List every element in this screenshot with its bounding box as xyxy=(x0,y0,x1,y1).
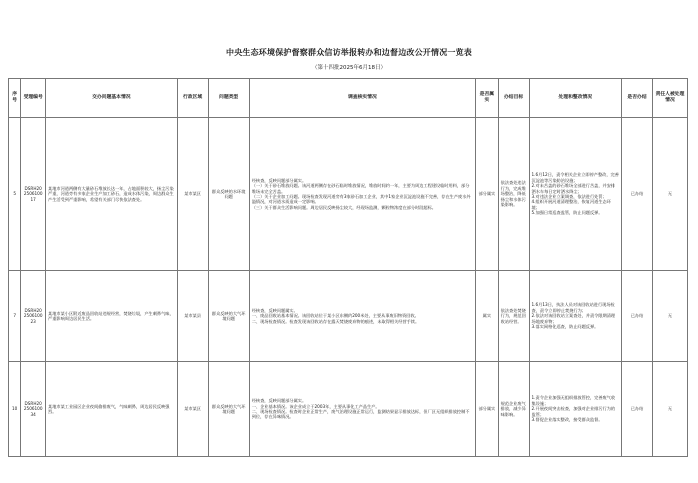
col-header-done: 是否办结 xyxy=(622,79,653,118)
col-header-basic: 交办问题基本情况 xyxy=(46,79,178,118)
cell-no: 7 xyxy=(9,271,21,362)
cell-no: 10 xyxy=(9,362,21,457)
col-header-punish: 责任人被处理情况 xyxy=(652,79,687,118)
table-row xyxy=(9,362,688,457)
cell-id: DSRH20250610034 xyxy=(21,362,46,457)
cell-handle: 1.6月12日，责令相关企业立即停产整改，完善沉淀池等污染防治设施； 2.对未苫盖的砂石堆场全部进行苫盖，并安排洒水车每日定时洒水降尘； 3.对违法企业立案调查，依法进行处罚； 4.组织开展河道清理整治，恢复河道生态环境； 5.加强日常巡查监管，防止问题反弹。 xyxy=(529,118,622,271)
table-row xyxy=(9,271,688,362)
cell-goal: 规范企业废气排放，减少异味影响。 xyxy=(498,362,529,457)
cell-region: 某市某区 xyxy=(177,118,208,271)
col-header-goal: 办结目标 xyxy=(498,79,529,118)
disclosure-table xyxy=(8,78,688,457)
cell-type: 群众反映的大气环境问题 xyxy=(208,362,249,457)
cell-basic: 某地市某工业园区企业夜间偷排废气，气味刺鼻，周边居民反映强烈。 xyxy=(46,362,178,457)
cell-punish: 无 xyxy=(652,118,687,271)
table-header-row xyxy=(9,79,688,118)
cell-handle: 1.责令企业加强无组织排放管控，完善废气收集设施； 2.开展夜间突击检查，加强对企业排污行为的监管； 3.督促企业落实整改，接受群众监督。 xyxy=(529,362,622,457)
cell-basic: 某地市河道两侧有大量砂石堆放长达一年，占地面积较大，扬尘污染严重，河道旁有多家企业生产加工砂石，造成水体污染，周边群众生产生活受到严重影响，希望有关部门尽快依法查处。 xyxy=(46,118,178,271)
table-row xyxy=(9,118,688,271)
cell-id: DSRH20250610017 xyxy=(21,118,46,271)
cell-goal: 依法查处焚烧行为，规范回收站经营。 xyxy=(498,271,529,362)
cell-handle: 1.6月13日，执法人员对该回收站进行现场检查，责令立即停止焚烧行为； 2.依法对该回收站立案查处，并责令限期清理场地废弃物； 3.落实网格化巡查，防止问题反弹。 xyxy=(529,271,622,362)
col-header-handle: 处理和整改情况 xyxy=(529,79,622,118)
cell-type: 群众反映的水环境问题 xyxy=(208,118,249,271)
cell-type: 群众反映的大气环境问题 xyxy=(208,271,249,362)
cell-id: DSRH20250610023 xyxy=(21,271,46,362)
cell-done: 已办结 xyxy=(622,118,653,271)
cell-no: 5 xyxy=(9,118,21,271)
cell-verify: 经核查，反映问题部分属实。 一、企业基本情况。该企业成立于2003年，主要从事化工产品生产。 二、现场检查情况。检查时企业正常生产，废气治理设施正常运行，监测结果显示排放达标，但厂区无组织排放控制不到位，存在异味情况。 xyxy=(249,362,475,457)
col-header-true: 是否属实 xyxy=(476,79,499,118)
col-header-type: 问题类型 xyxy=(208,79,249,118)
cell-true: 属实 xyxy=(476,271,499,362)
cell-true: 部分属实 xyxy=(476,118,499,271)
cell-verify: 经核查，反映问题属实。 一、废品回收站基本情况。该回收站位于某小区东侧约200米处，主要从事废旧物资回收。 二、现场检查情况。检查发现该回收站存在露天焚烧废弃物的痕迹，未取得相关经营手续。 xyxy=(249,271,475,362)
cell-basic: 某地市某小区附近废品回收站违规经营，焚烧垃圾，产生刺鼻气味，严重影响周边居民生活。 xyxy=(46,271,178,362)
document-title: 中央生态环境保护督察群众信访举报转办和边督边改公开情况一览表 xyxy=(226,48,472,57)
cell-verify: 经核查，反映问题部分属实。 （一）关于砂石堆放问题。该河道两侧存在砂石临时堆放情况，堆放时间约一年，主要为周边工程建设临时用料，部分堆场未完全苫盖。 （二）关于企业加工问题。现场检查发现河道旁有3家砂石加工企业，其中1家企业沉淀池设施不完善，存在生产废水外溢情况，对河道水质造成一定影响。 （三）关于群众生活影响问题。周边居民反映扬尘较大，经现场监测，颗粒物浓度在部分时段超标。 xyxy=(249,118,475,271)
document-subtitle: （第十四批2025年6月18日） xyxy=(312,65,386,71)
col-header-region: 行政区域 xyxy=(177,79,208,118)
cell-punish: 无 xyxy=(652,271,687,362)
cell-region: 某市某县 xyxy=(177,271,208,362)
cell-done: 已办结 xyxy=(622,362,653,457)
cell-true: 部分属实 xyxy=(476,362,499,457)
cell-punish: 无 xyxy=(652,362,687,457)
col-header-id: 受理编号 xyxy=(21,79,46,118)
cell-done: 已办结 xyxy=(622,271,653,362)
col-header-verify: 调查核实情况 xyxy=(249,79,475,118)
cell-goal: 依法查处违法行为，完成堆场整治，降低扬尘和水体污染影响。 xyxy=(498,118,529,271)
col-header-no: 序号 xyxy=(9,79,21,118)
cell-region: 某市某区 xyxy=(177,362,208,457)
